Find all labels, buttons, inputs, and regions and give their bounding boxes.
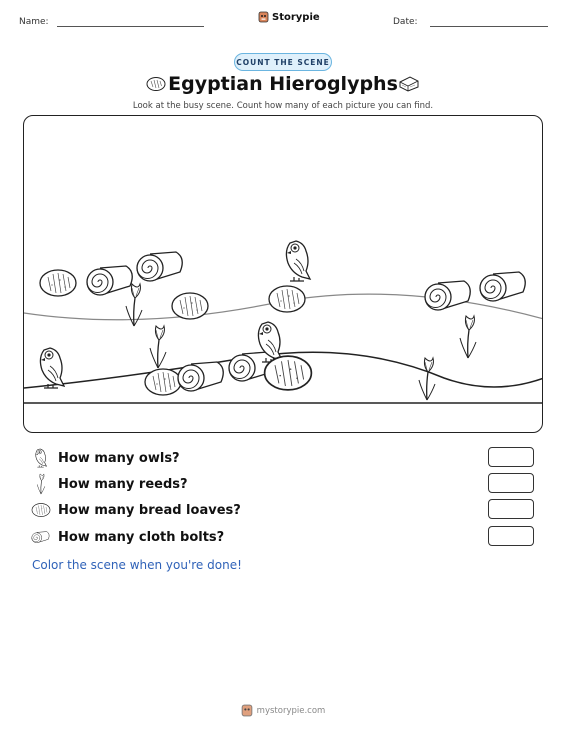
bread-icon [30, 499, 52, 521]
reed [460, 316, 476, 358]
bread-loaf [269, 286, 305, 312]
cloth-bolt [178, 362, 223, 391]
brick-icon [398, 75, 420, 93]
activity-badge: COUNT THE SCENE [234, 53, 332, 71]
date-line[interactable] [430, 26, 548, 27]
owl [40, 348, 64, 388]
question-text: How many owls? [58, 450, 180, 466]
page-title: Egyptian Hieroglyphs [168, 73, 398, 95]
bread-loaf [265, 356, 312, 390]
cloth-bolt [137, 252, 182, 281]
owl [286, 241, 310, 281]
cloth-bolt [425, 281, 470, 310]
question-text: How many bread loaves? [58, 502, 241, 518]
name-label: Name: [19, 17, 49, 27]
date-label: Date: [393, 17, 418, 27]
name-line[interactable] [57, 26, 204, 27]
answer-box[interactable] [488, 447, 534, 467]
brand-mascot-icon [241, 704, 253, 717]
cloth-bolt [87, 266, 132, 295]
brand-mascot-icon [258, 11, 269, 23]
owl-icon [30, 447, 52, 469]
reed [150, 326, 166, 368]
footer [0, 704, 566, 717]
scene-illustration [24, 116, 543, 433]
question-row-cloth [30, 526, 542, 548]
footer-url[interactable]: mystorypie.com [256, 705, 326, 716]
answer-box[interactable] [488, 473, 534, 493]
answer-box[interactable] [488, 499, 534, 519]
color-instruction: Color the scene when you're done! [32, 558, 242, 572]
question-text: How many reeds? [58, 476, 188, 492]
question-row-bread [30, 499, 542, 521]
brand-logo [258, 11, 320, 23]
bread-loaf [40, 270, 76, 296]
bread-loaf [172, 293, 208, 319]
question-row-owls [30, 447, 542, 469]
cloth-bolt-icon [30, 526, 52, 548]
scene-panel [23, 115, 543, 433]
answer-box[interactable] [488, 526, 534, 546]
instructions: Look at the busy scene. Count how many of each picture you can find. [132, 101, 434, 111]
reed [419, 358, 435, 400]
cloth-bolt [480, 272, 525, 301]
question-row-reeds [30, 473, 542, 495]
reed-icon [30, 473, 52, 495]
brand-name: Storypie [272, 11, 320, 23]
question-text: How many cloth bolts? [58, 529, 225, 545]
bread-loaf [145, 369, 181, 395]
